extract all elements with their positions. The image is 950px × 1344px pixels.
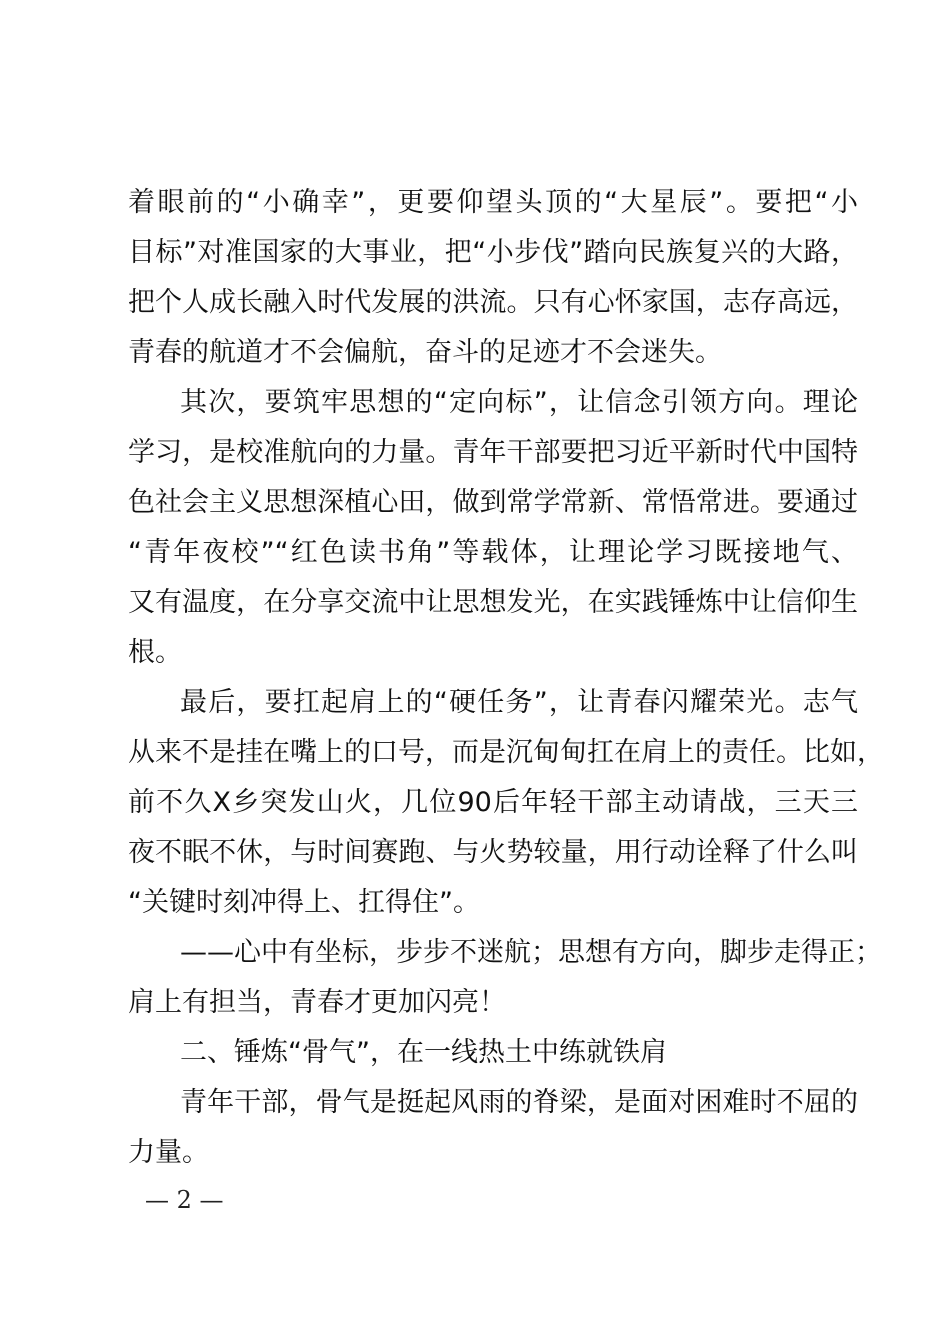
body-text-line: 前不久X乡突发山火，几位90后年轻干部主动请战，三天三 — [128, 787, 858, 818]
body-text-line: 着眼前的“小确幸”，更要仰望头顶的“大星辰”。要把“小 — [128, 187, 858, 218]
paragraph-first-line: ——心中有坐标，步步不迷航；思想有方向，脚步走得正； — [180, 937, 882, 968]
body-text-line: 色社会主义思想深植心田，做到常学常新、常悟常进。要通过 — [128, 487, 858, 518]
body-text-line: 青春的航道才不会偏航，奋斗的足迹才不会迷失。 — [128, 337, 722, 368]
paragraph-first-line: 青年干部，骨气是挺起风雨的脊梁，是面对困难时不屈的 — [180, 1087, 858, 1118]
section-heading: 二、锤炼“骨气”，在一线热土中练就铁肩 — [180, 1037, 667, 1068]
body-text-line: 肩上有担当，青春才更加闪亮！ — [128, 987, 506, 1018]
body-text-line: 又有温度，在分享交流中让思想发光，在实践锤炼中让信仰生 — [128, 587, 858, 618]
body-text-line: 力量。 — [128, 1137, 209, 1168]
body-text-line: 根。 — [128, 637, 182, 668]
body-text-line: 把个人成长融入时代发展的洪流。只有心怀家国，志存高远， — [128, 287, 858, 318]
page-number: — 2 — — [145, 1186, 224, 1214]
paragraph-first-line: 最后，要扛起肩上的“硬任务”，让青春闪耀荣光。志气 — [180, 687, 858, 718]
paragraph-first-line: 其次，要筑牢思想的“定向标”，让信念引领方向。理论 — [180, 387, 858, 418]
body-text-line: “青年夜校”“红色读书角”等载体，让理论学习既接地气、 — [128, 537, 858, 568]
body-text-line: 从来不是挂在嘴上的口号，而是沉甸甸扛在肩上的责任。比如， — [128, 737, 884, 768]
body-text-line: 目标”对准国家的大事业，把“小步伐”踏向民族复兴的大路， — [128, 237, 858, 268]
body-text-line: “关键时刻冲得上、扛得住”。 — [128, 887, 480, 918]
body-text-line: 夜不眠不休，与时间赛跑、与火势较量，用行动诠释了什么叫 — [128, 837, 858, 868]
body-text-line: 学习，是校准航向的力量。青年干部要把习近平新时代中国特 — [128, 437, 858, 468]
